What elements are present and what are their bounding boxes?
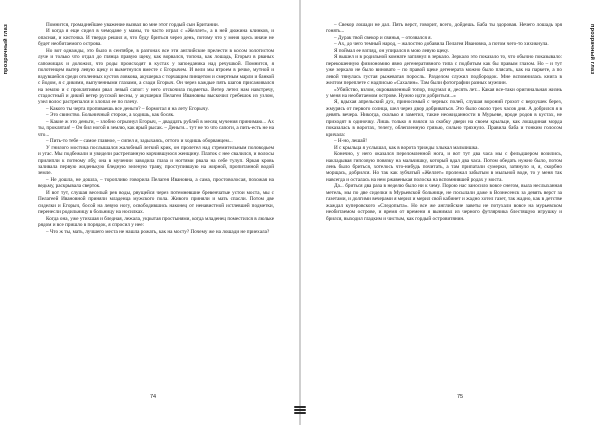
menu-icon-bar (294, 409, 306, 411)
paragraph: – Что ж ты, мать, лучшего места не нашла рожать, как на мосту? Почему же на лошади не приехала? (46, 228, 270, 235)
right-page-text (326, 22, 562, 222)
paragraph: Конечно, у него оказался переломленной нога, и вот тут два часа мы с фельдшером возились, накладывая гипсовую повязку на мальчишку, который вдал два часа. Потом обедать нужно было, потом лень было бриться, хотелось что-нибудь почитать, а там припатали сумерки, затянуло и, я, скорбно морщась, добрился. Но так как зубчатый «Желлет» пролежал забытым в мыльной воде, то у меня так навсегда и осталась на нем ржавенькая полоска на вспомнившей родах у моста. (326, 151, 562, 183)
paragraph: У гнилого мостика послышался жалобный легкий крик, он пролетел над стремительным половодьем и угас. Мы подбежали и увидели растрепанную корчившуюся женщину. Платок с нее свалился, и волосы прилипли к потному лбу, она в мучении заводила глаза и ногтями рвала на себе тулуп. Яркая кровь заливала первую жиденькую бледную зеленую траву, проступившую на жирной, пропитанной водой земле. (38, 144, 274, 177)
page-number-right: 75 (457, 394, 464, 400)
paragraph: – Н-но, лешай! (334, 138, 368, 145)
paragraph: И с крыльца я услышал, как в ворота трижды хлыкал мальчишка. (334, 144, 479, 151)
paragraph: – Какого ты черта пропиваешь все деньги? – бормотал я на лету Егорычу. (46, 105, 209, 112)
running-head-right: прозрачный глаз (589, 24, 595, 75)
paragraph: Помнится, громаднейшее уважение вызвал во мне этот гордый сын Британии. (46, 22, 219, 28)
left-page-text (38, 22, 274, 235)
menu-icon-bar (294, 406, 306, 408)
menu-icon-bar (294, 412, 306, 414)
paragraph: – Ах, до чего темный народ, – жалостно добавила Пелагея Ивановна, а потом чего-то хихикнула. (334, 41, 549, 48)
paragraph: Я поймал ее взгляд, он упирался в мою левую щеку. (334, 47, 450, 54)
running-head-left: прозрачный глаз (3, 24, 9, 75)
paragraph: – Пить-то тебе – самое главное, – сипел я, задыхаясь, оттого и ходишь оборванцем... (46, 138, 233, 145)
menu-icon[interactable] (294, 405, 306, 415)
paragraph: И вот тут, слушая веселый рев воды, рвущейся через потемневшие бревенчатые устои моста, мы с Пелагеей Ивановной приняли младенца мужского пола. Живого приняли и мать спасли. Потом две сиделки и Егорыч, босой на левую ногу, освободившись наконец от ненавистной истлевшей подметки, перенесли родильницу в больницу на носилках. (38, 189, 274, 216)
paragraph: Когда она, уже утихшая и бледная, лежала, укрытая простынями, когда младенец поместился в люльке рядом и все пришло в порядок, я спросил у нее: (38, 215, 274, 229)
paragraph: И когда я еще сидел в чемодане у мамы, то часто играл с «Желлет», а в ней дюжина клинков, и опасная, и кисточка. И твердо решил я, что буду бриться через день, потому что у меня здесь иначе не будет необитаемого острова. (38, 28, 274, 48)
paragraph: – Свекор лошади не дал. Пять верст, говорит, всего, дойдешь. Баба ты здоровая. Нечего лошадь зря гонять... (326, 22, 562, 35)
paragraph: «Убийство, взлом, окровавленный топор, подумал я, десять лет... Какая все-таки оригинальная жизнь у меня на необитаемом острове. Нужно идти добриться...» (326, 86, 562, 99)
paragraph: Но вот однажды, это было в сентябре, в разгонах все эти английские прелести в косом золотистом луче и только что отдал до глянца правую щеку, как ворвался, топоча, как лошадь, Егорыч в рваных сапожищах и доложил, что роды происходят в кустах у запоеданика над речушкой. Помнится, я полотенцем вытер левую щеку и выметнулся вместе с Егорычем. И вели мы втроем в речке, мутной и вздувшейся среди оголенных кустов ловкова, акушерка с торчащим пинцетом и смертным марли и банкой с йодом, я с дикими, выпученными глазами, а сзади Егорыч. Он через каждые пять шагов присаживался на землю и с проклятиями рвал левый сапог: у него отскочила подметка. Ветер летел нам навстречу, стадостный и дикий ветер русской весны, у акушерки Пелагеи Ивановны выскочил гребешок из узлом, узел волос растрепался и хлопал ее по плечу. (38, 47, 274, 106)
paragraph: – Какие ж это деньги, – злобно огрызнул Егорыч, – двадцать рублей в месяц мучения принимаю... Ах ты, проклятая! – Он бил ногой в землю, как ярый рысак. – Деньги... тут не то что сапоги, а пить-есть не на что... (38, 118, 274, 138)
paragraph: – Это свинство. Больничный сторож, а ходишь, как босяк. (46, 112, 175, 119)
right-page (301, 0, 600, 425)
page-number-left: 74 (150, 394, 157, 400)
paragraph: Я, вдыхая апрельский дух, приносимый с черных полей, слушая вороний грохот с верхушек берез, жмурясь от первого солнца, шел через двор добриваться. Это было около трех часов дня. А добрился я в девять вечера. Никогда, сколько я заметил, такие неожиданности в Мурьеве, вроде родов в кустах, не приходят в одиночку. Лишь только я взялся за скобку двери на своем крыльце, как лошадиная морда показалась в воротах, телегу, облепленную грязью, сильно тряхнуло. Правила баба и тонким голосом кричала: (326, 99, 562, 138)
paragraph: Да... бриться два раза в неделю было ни к чему. Порою нас заносило вовсе снегом, выла неслыханная метель, мы по две сиделки в Мурьевской больнице, не посылали даже в Вознесенск за девять верст за газетами, и долгими вечерами я мерил и мерил свой кабинет и жадно хотел газет, так жадно, как в детстве жаждал куперовского «Следопыта». Но все же английские заветы не потухали вовсе на мурьевском необитаемом острове, и время от времени я вынимал из черного футлярчика блестящую игрушку и брился, выходил гладким и чистым, как гордый островитянин. (326, 183, 562, 222)
paragraph: Я вышел и в родильной комнате заглянул в зеркало. Зеркало это показало то, что обычно показывало: перекошенную физиономию явно дегенеративного типа с подбитым как бы правым глазом. Но – и тут уже зеркало не было виновато – по правой щеке дегенерата можно было плясать, как на паркете, а по левой тянулась густая рыжеватая поросль. Разделом служил подбородок. Мне вспомнилась книга в желтом переплете с надписью «Сахалин». Там были фотографии разных мужчин. (326, 54, 562, 87)
left-page (0, 0, 299, 425)
paragraph: – Не дошла, не дошла, – торопливо говорила Пелагея Ивановна, а сама, простоволосая, похожая на ведьму, раскрывала сверток. (38, 176, 274, 190)
paragraph: – Дурак твой свекор и свинья, – отозвался я. (334, 34, 432, 41)
